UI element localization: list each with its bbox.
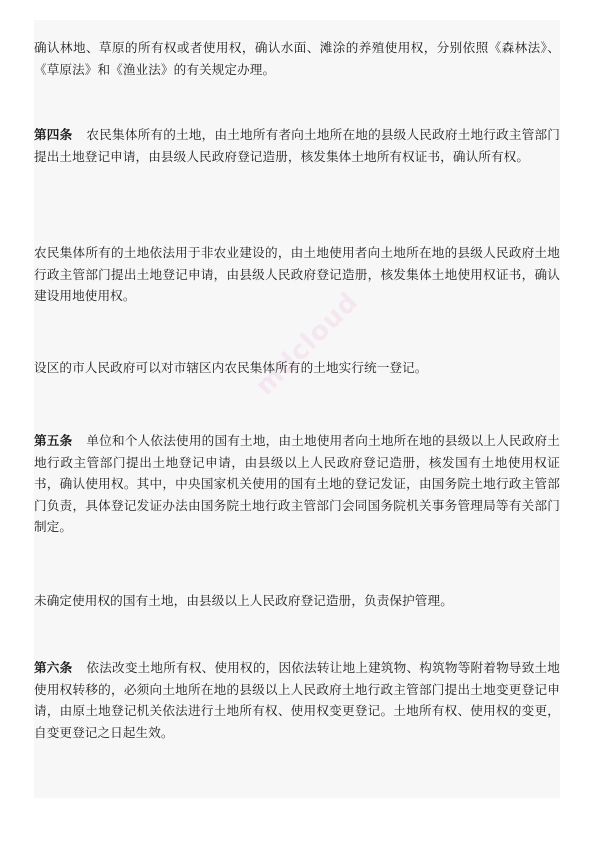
article-6	[34, 657, 560, 743]
paragraph-forest-grassland-fishery	[34, 37, 560, 80]
article-heading: 第六条	[34, 660, 73, 675]
paragraph-nonagricultural-use	[34, 242, 560, 307]
article-4	[34, 124, 560, 167]
article-5	[34, 430, 560, 538]
article-heading: 第五条	[34, 433, 73, 448]
paragraph-text: 依法改变土地所有权、使用权的，因依法转让地上建筑物、构筑物等附着物导致土地使用权转移的，必须向土地所在地的县级以上人民政府土地行政主管部门提出土地变更登记申请，由原土地登记机关依法进行土地所有权、使用权变更登记。土地所有权、使用权的变更，自变更登记之日起生效。	[34, 660, 560, 740]
paragraph-text: 农民集体所有的土地，由土地所有者向土地所在地的县级人民政府土地行政主管部门提出土地登记申请，由县级人民政府登记造册，核发集体土地所有权证书，确认所有权。	[34, 127, 560, 164]
paragraph-text: 农民集体所有的土地依法用于非农业建设的，由土地使用者向土地所在地的县级人民政府土地行政主管部门提出土地登记申请，由县级人民政府登记造册，核发集体土地使用权证书，确认建设用地使用权。	[34, 245, 560, 303]
paragraph-text: 确认林地、草原的所有权或者使用权，确认水面、滩涂的养殖使用权，分别依照《森林法》、《草原法》和《渔业法》的有关规定办理。	[34, 40, 560, 77]
paragraph-text: 单位和个人依法使用的国有土地，由土地使用者向土地所在地的县级以上人民政府土地行政主管部门提出土地登记申请，由县级以上人民政府登记造册，核发国有土地使用权证书，确认使用权。其中，中央国家机关使用的国有土地的登记发证，由国务院土地行政主管部门负责，具体登记发证办法由国务院土地行政主管部门会同国务院机关事务管理局等有关部门制定。	[34, 433, 560, 534]
paragraph-text: 设区的市人民政府可以对市辖区内农民集体所有的土地实行统一登记。	[34, 360, 428, 375]
paragraph-text: 未确定使用权的国有土地，由县级以上人民政府登记造册，负责保护管理。	[34, 593, 453, 608]
paragraph-undetermined-state-land	[34, 590, 560, 612]
watermark: mdcloud	[250, 286, 365, 402]
article-heading: 第四条	[34, 127, 73, 142]
paragraph-unified-registration	[34, 357, 560, 379]
